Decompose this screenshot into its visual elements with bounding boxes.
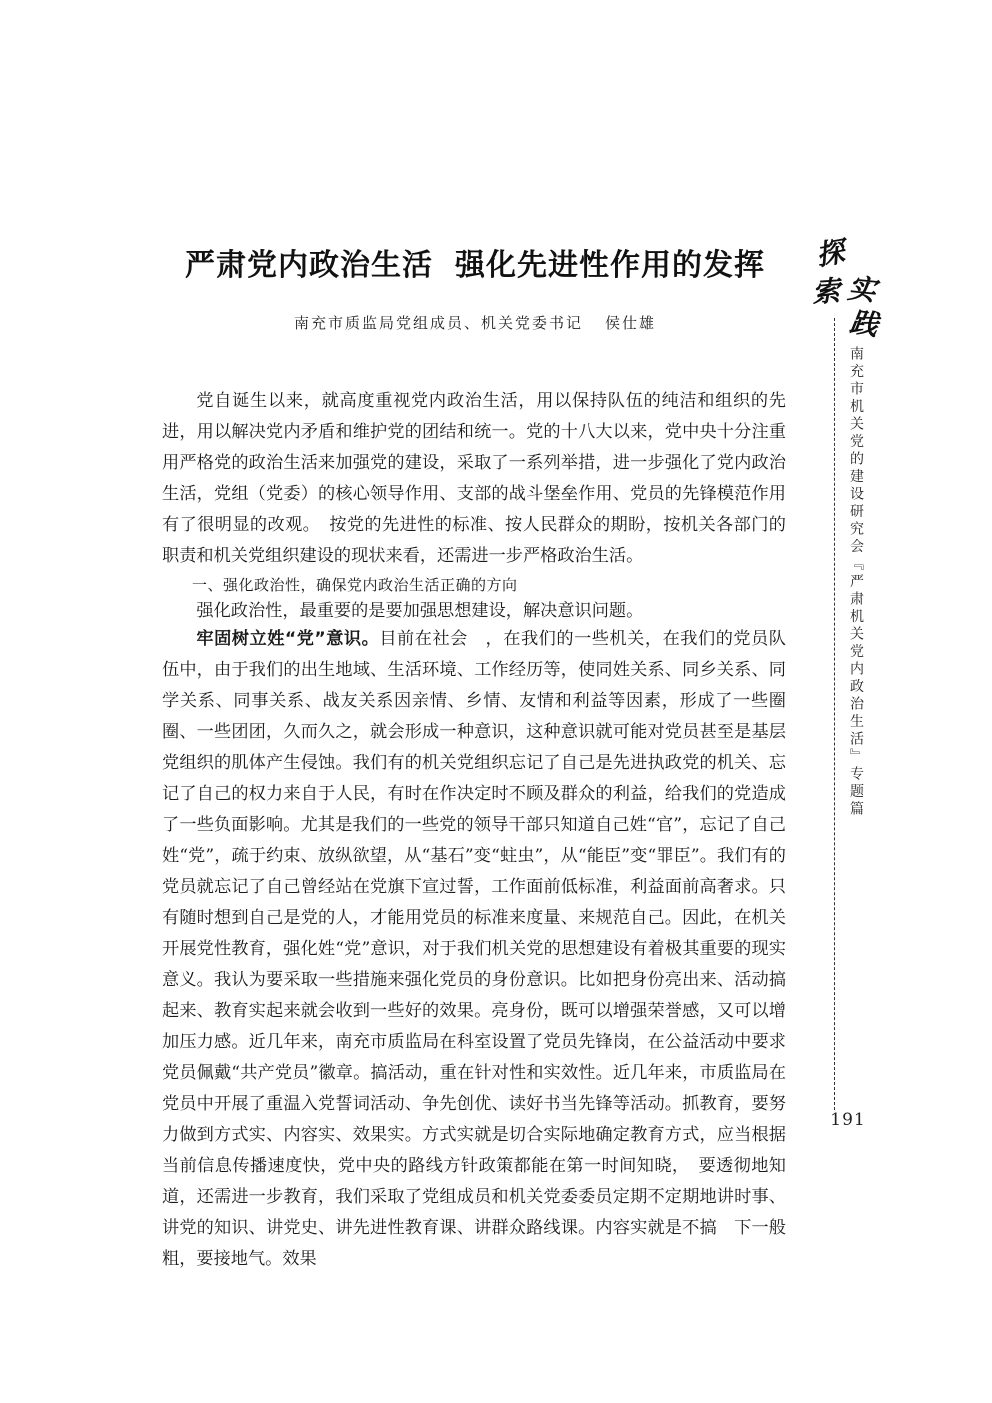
author-affiliation: 南充市质监局党组成员、机关党委书记 bbox=[293, 314, 583, 332]
paragraph-3-text: 目前在社会 ，在我们的一些机关，在我们的党员队伍中，由于我们的出生地域、生活环境、工作经历等，使同姓关系、同乡关系、同学关系、同事关系、战友关系因亲情、乡情、友情和利益等因素，形成了一些圈圈、一些团团，久而久之，就会形成一种意识，这种意识就可能对党员甚至是基层党组织的肌体产生侵蚀。我们有的机关党组织忘记了自己是先进执政党的机关、忘记了自己的权力来自于人民，有时在作决定时不顾及群众的利益，给我们的党造成了一些负面影响。尤其是我们的一些党的领导干部只知道自己姓“官”，忘记了自己姓“党”，疏于约束、放纵欲望，从“基石”变“蛀虫”，从“能臣”变“罪臣”。我们有的党员就忘记了自己曾经站在党旗下宣过誓，工作面前低标准，利益面前高奢求。只有随时想到自己是党的人，才能用党员的标准来度量、来规范自己。因此，在机关开展党性教育，强化姓“党”意识，对于我们机关党的思想建设有着极其重要的现实意义。我认为要采取一些措施来强化党员的身份意识。比如把身份亮出来、活动搞起来、教育实起来就会收到一些好的效果。亮身份，既可以增强荣誉感，又可以增加压力感。近几年来，南充市质监局在科室设置了党员先锋岗，在公益活动中要求党员佩戴“共产党员”徽章。搞活动，重在针对性和实效性。近几年来，市质监局在党员中开展了重温入党誓词活动、争先创优、读好书当先锋等活动。抓教育，要努力做到方式实、内容实、效果实。方式实就是切合实际地确定教育方式，应当根据当前信息传播速度快，党中央的路线方针政策都能在第一时间知晓， 要透彻地知道，还需进一步教育，我们采取了党组成员和机关党委委员定期不定期地讲时事、讲党的知识、讲党史、讲先进性教育课、讲群众路线课。内容实就是不搞 下一般粗，要接地气。效果 bbox=[162, 629, 786, 1269]
brand-char-2: 实 bbox=[846, 271, 878, 308]
article-title bbox=[150, 240, 800, 284]
paragraph-3 bbox=[162, 624, 786, 1275]
paragraph-3-lead: 牢固树立姓“党”意识。 bbox=[196, 629, 380, 649]
author-name: 侯仕雄 bbox=[605, 314, 657, 332]
column-brand-calligraphy bbox=[812, 232, 882, 342]
section-heading-1: 一、强化政治性，确保党内政治生活正确的方向 bbox=[192, 576, 518, 594]
brand-char-1: 探 bbox=[813, 234, 847, 273]
brand-char-3: 索 bbox=[810, 274, 842, 309]
section-caption-vertical: 南充市机关党的建设研究会『严肃机关党内政治生活』专题篇 bbox=[848, 346, 864, 819]
page-number: 191 bbox=[830, 1110, 866, 1130]
article-body bbox=[162, 386, 786, 1275]
brand-char-4: 践 bbox=[847, 305, 880, 342]
title-part-1: 严肃党内政治生活 bbox=[185, 248, 433, 283]
paragraph-intro: 党自诞生以来，就高度重视党内政治生活，用以保持队伍的纯洁和组织的先进，用以解决党内矛盾和维护党的团结和统一。党的十八大以来，党中央十分注重用严格党的政治生活来加强党的建设，采取了一系列举措，进一步强化了党内政治生活，党组（党委）的核心领导作用、支部的战斗堡垒作用、党员的先锋模范作用有了很明显的改观。 按党的先进性的标准、按人民群众的期盼，按机关各部门的职责和机关党组织建设的现状来看，还需进一步严格政治生活。 bbox=[162, 391, 786, 566]
author-line bbox=[150, 312, 800, 333]
title-part-2: 强化先进性作用的发挥 bbox=[455, 248, 765, 283]
paragraph-2: 强化政治性，最重要的是要加强思想建设，解决意识问题。 bbox=[196, 601, 644, 621]
margin-dashed-divider bbox=[834, 318, 835, 1110]
